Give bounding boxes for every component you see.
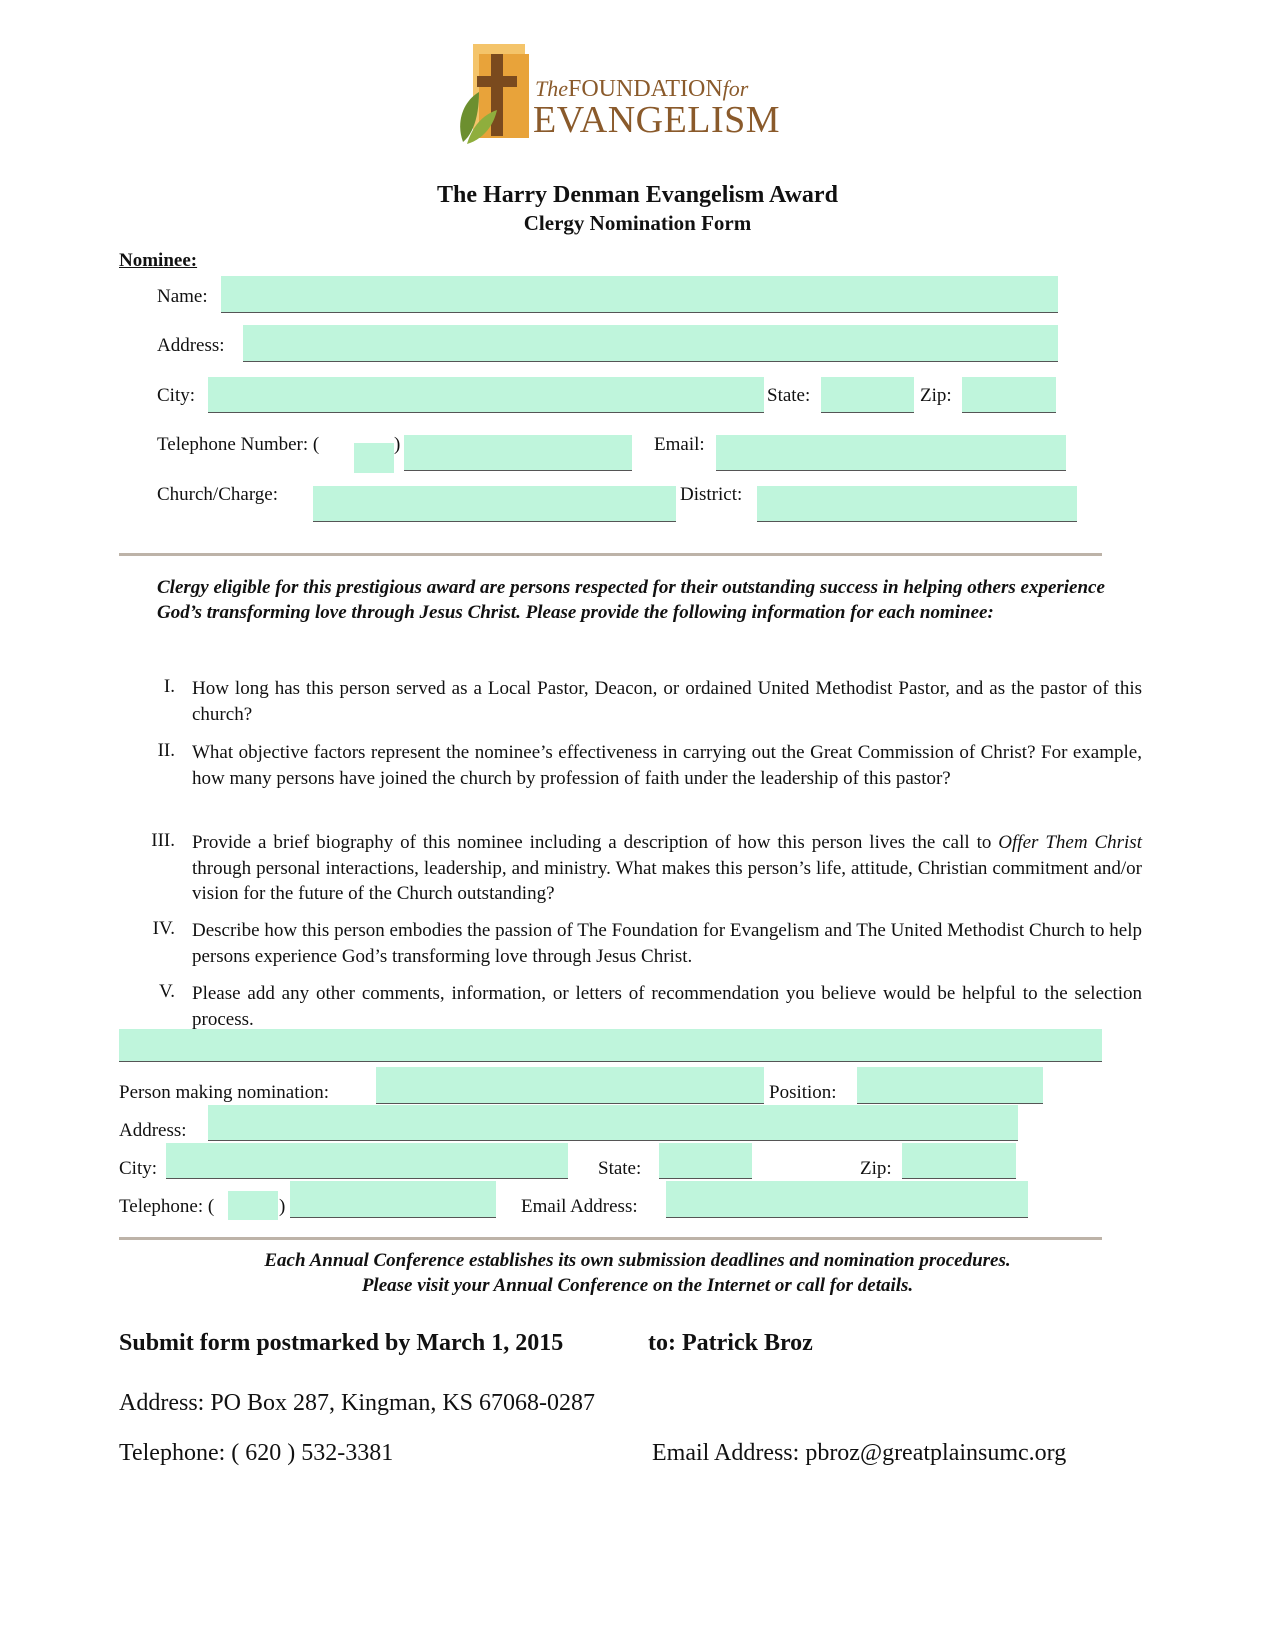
nominee-paren-close: ) (394, 434, 401, 455)
nominator-person-label: Person making nomination: (119, 1082, 330, 1103)
nominee-telephone-label: Telephone Number: ( (157, 434, 320, 455)
nominee-zip-input[interactable] (962, 377, 1056, 413)
question-text: Please add any other comments, information, or letters of recommendation you believe would be helpful to the selection process. (192, 983, 1142, 1030)
nominator-address-label: Address: (119, 1120, 187, 1141)
nominee-email-label: Email: (654, 434, 705, 455)
submit-deadline: Submit form postmarked by March 1, 2015 (119, 1330, 564, 1356)
nominee-state-label: State: (767, 385, 811, 406)
nominator-area-code-input[interactable] (228, 1191, 278, 1220)
submit-recipient: to: Patrick Broz (648, 1330, 813, 1356)
nominee-city-label: City: (157, 385, 196, 406)
submit-telephone: Telephone: ( 620 ) 532-3381 (119, 1440, 394, 1466)
nominee-state-input[interactable] (821, 377, 914, 413)
nominator-zip-label: Zip: (860, 1158, 892, 1179)
form-subtitle: Clergy Nomination Form (523, 211, 752, 235)
question-number: II. (157, 740, 175, 761)
nominator-telephone-label: Telephone: ( (119, 1196, 215, 1217)
cross-leaf-icon (455, 40, 535, 150)
nominator-position-label: Position: (769, 1082, 837, 1103)
nominator-zip-input[interactable] (902, 1143, 1016, 1179)
question-number: III. (151, 830, 175, 851)
nominee-church-label: Church/Charge: (157, 484, 279, 505)
nominee-address-label: Address: (157, 335, 225, 356)
nominator-city-label: City: (119, 1158, 158, 1179)
submit-address: Address: PO Box 287, Kingman, KS 67068-0287 (119, 1390, 596, 1416)
deadline-note-line2: Please visit your Annual Conference on the Internet or call for details. (361, 1275, 914, 1296)
nominee-district-label: District: (680, 484, 743, 505)
nominee-district-input[interactable] (757, 486, 1077, 522)
logo-evangelism-text: EVANGELISM (533, 99, 781, 141)
logo-the-text: The (535, 76, 568, 101)
nominee-name-label: Name: (157, 286, 208, 307)
section-divider (119, 553, 1102, 556)
nominee-address-input[interactable] (243, 325, 1058, 362)
nominee-zip-label: Zip: (920, 385, 952, 406)
section-divider (119, 1237, 1102, 1240)
nominee-phone-input[interactable] (404, 435, 632, 471)
question-number: I. (163, 676, 175, 697)
form-title: The Harry Denman Evangelism Award (437, 182, 838, 208)
eligibility-intro: Clergy eligible for this prestigious award are persons respected for their outstanding success in helping others experience God’s transforming love through Jesus Christ. Please provide the following information for each nominee: (157, 577, 1105, 623)
logo-foundation-text: FOUNDATION (568, 76, 723, 102)
question-text: What objective factors represent the nominee’s effectiveness in carrying out the Great Commission of Christ? For example, how many persons have joined the church by profession of faith under the leadership of this pastor? (192, 742, 1142, 789)
nominator-phone-input[interactable] (290, 1181, 496, 1218)
foundation-logo (455, 40, 785, 150)
nominator-position-input[interactable] (857, 1067, 1043, 1104)
nominee-area-code-input[interactable] (354, 443, 394, 473)
nominator-state-label: State: (598, 1158, 642, 1179)
nominee-city-input[interactable] (208, 377, 764, 413)
question-text: How long has this person served as a Local Pastor, Deacon, or ordained United Methodist Pastor, and as the pastor of this church? (192, 678, 1142, 725)
nominator-city-input[interactable] (166, 1143, 568, 1179)
question-number: IV. (152, 918, 175, 939)
nominator-email-input[interactable] (666, 1181, 1028, 1218)
logo-for-text: for (722, 76, 749, 101)
nominator-address-input[interactable] (208, 1105, 1018, 1141)
submit-email: Email Address: pbroz@greatplainsumc.org (652, 1440, 1067, 1466)
nominee-email-input[interactable] (716, 435, 1066, 471)
nominee-heading: Nominee: (119, 250, 198, 271)
nominator-state-input[interactable] (659, 1143, 752, 1179)
responses-textarea[interactable] (119, 1029, 1102, 1062)
nominator-paren-close: ) (279, 1196, 286, 1217)
nominee-name-input[interactable] (221, 276, 1058, 313)
question-number: V. (158, 981, 175, 1002)
nominator-email-label: Email Address: (521, 1196, 638, 1217)
question-text: Describe how this person embodies the passion of The Foundation for Evangelism and The United Methodist Church to help persons experience God’s transforming love through Jesus Christ. (192, 920, 1142, 967)
nominee-church-input[interactable] (313, 486, 676, 522)
deadline-note-line1: Each Annual Conference establishes its own submission deadlines and nomination procedures. (264, 1250, 1011, 1271)
nominator-name-input[interactable] (376, 1067, 764, 1104)
question-text: Provide a brief biography of this nominee including a description of how this person lives the call to Offer Them Christ through personal interactions, leadership, and ministry. What makes this person’s life, attitude, Christian commitment and/or vision for the future of the Church outstanding? (192, 832, 1142, 904)
